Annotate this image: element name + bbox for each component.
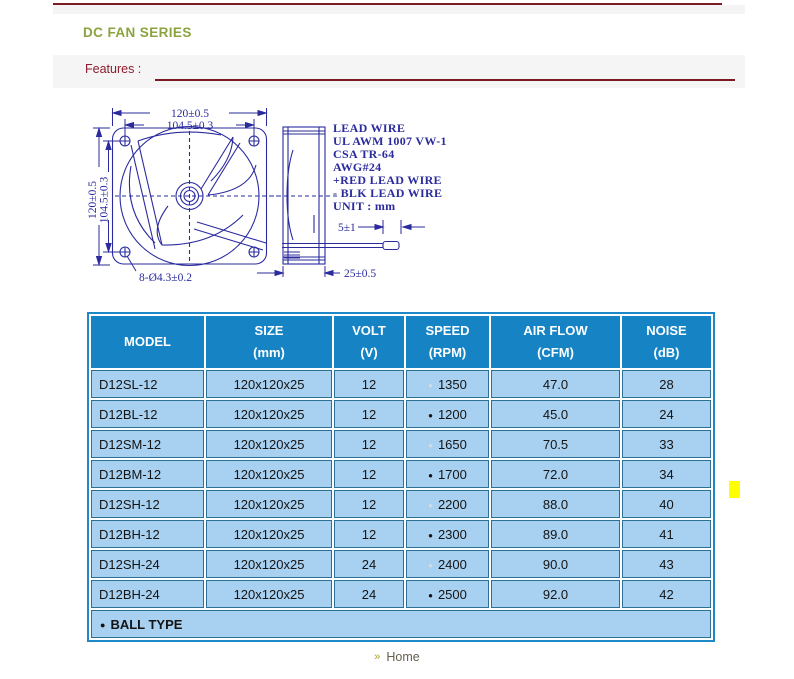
table-header-row <box>91 316 711 368</box>
sleeve-type-dot-icon: ● <box>428 560 433 570</box>
dim-height-outer: 120±0.5 <box>87 181 99 219</box>
model-cell: D12BH-24 <box>91 580 204 608</box>
table-row <box>91 520 711 548</box>
ball-type-dot-icon: ● <box>428 410 433 420</box>
noise-cell: 34 <box>622 460 711 488</box>
noise-cell: 43 <box>622 550 711 578</box>
dim-wire: 5±1 <box>338 222 356 234</box>
table-row <box>91 460 711 488</box>
table-footer-row <box>91 610 711 638</box>
speed-cell: ● 2300 <box>406 520 489 548</box>
table-row <box>91 400 711 428</box>
noise-cell: 24 <box>622 400 711 428</box>
model-cell: D12BM-12 <box>91 460 204 488</box>
svg-text:- BLK LEAD WIRE: - BLK LEAD WIRE <box>333 186 443 200</box>
dim-width-inner: 104.5±0.3 <box>166 120 214 132</box>
col-header-volt: VOLT (V) <box>334 316 404 368</box>
speed-cell: ● 1700 <box>406 460 489 488</box>
airflow-cell: 92.0 <box>491 580 620 608</box>
fan-technical-drawing <box>85 98 475 303</box>
model-cell: D12BH-12 <box>91 520 204 548</box>
svg-text:CSA TR-64: CSA TR-64 <box>333 147 395 161</box>
model-cell: D12BL-12 <box>91 400 204 428</box>
dim-thickness: 25±0.5 <box>344 268 377 280</box>
noise-cell: 33 <box>622 430 711 458</box>
sleeve-type-dot-icon: ● <box>428 440 433 450</box>
speed-cell: ● 2500 <box>406 580 489 608</box>
cursor-highlight <box>729 481 740 498</box>
volt-cell: 24 <box>334 580 404 608</box>
model-cell: D12SM-12 <box>91 430 204 458</box>
airflow-cell: 88.0 <box>491 490 620 518</box>
size-cell: 120x120x25 <box>206 460 332 488</box>
col-header-model: MODEL <box>91 316 204 368</box>
fan-front-view <box>113 127 279 266</box>
volt-cell: 12 <box>334 460 404 488</box>
dim-height-inner: 104.5±0.3 <box>98 176 111 224</box>
volt-cell: 12 <box>334 400 404 428</box>
ball-type-dot-icon: ● <box>428 590 433 600</box>
airflow-cell: 45.0 <box>491 400 620 428</box>
svg-text:UL AWM 1007 VW-1: UL AWM 1007 VW-1 <box>333 134 447 148</box>
home-arrow-icon: » <box>374 651 381 663</box>
model-cell: D12SH-12 <box>91 490 204 518</box>
table-row <box>91 430 711 458</box>
col-header-noise: NOISE (dB) <box>622 316 711 368</box>
size-cell: 120x120x25 <box>206 370 332 398</box>
airflow-cell: 90.0 <box>491 550 620 578</box>
speed-cell: ● 1650 <box>406 430 489 458</box>
size-cell: 120x120x25 <box>206 430 332 458</box>
noise-cell: 41 <box>622 520 711 548</box>
footer-nav <box>0 650 794 664</box>
ball-type-legend: ● BALL TYPE <box>91 610 711 638</box>
col-header-speed: SPEED (RPM) <box>406 316 489 368</box>
airflow-cell: 72.0 <box>491 460 620 488</box>
features-underline <box>155 79 735 81</box>
lead-wire-notes <box>333 121 447 213</box>
size-cell: 120x120x25 <box>206 400 332 428</box>
noise-cell: 28 <box>622 370 711 398</box>
ball-type-dot-icon: ● <box>428 530 433 540</box>
noise-cell: 40 <box>622 490 711 518</box>
table-row <box>91 490 711 518</box>
col-header-size: SIZE (mm) <box>206 316 332 368</box>
features-label: Features : <box>85 62 142 76</box>
dim-holes: 8-Ø4.3±0.2 <box>139 272 192 284</box>
fan-spec-table <box>87 312 715 642</box>
page-title: DC FAN SERIES <box>83 25 192 40</box>
table-row <box>91 370 711 398</box>
size-cell: 120x120x25 <box>206 520 332 548</box>
table-row <box>91 550 711 578</box>
features-section-header <box>53 55 745 88</box>
ball-type-dot-icon: ● <box>100 619 106 630</box>
volt-cell: 24 <box>334 550 404 578</box>
noise-cell: 42 <box>622 580 711 608</box>
home-link[interactable]: Home <box>386 650 420 664</box>
speed-cell: ● 2400 <box>406 550 489 578</box>
svg-text:LEAD WIRE: LEAD WIRE <box>333 121 406 135</box>
top-band <box>53 5 745 14</box>
model-cell: D12SL-12 <box>91 370 204 398</box>
volt-cell: 12 <box>334 520 404 548</box>
size-cell: 120x120x25 <box>206 580 332 608</box>
dim-width-outer: 120±0.5 <box>171 108 209 120</box>
svg-text:UNIT : mm: UNIT : mm <box>333 199 396 213</box>
model-cell: D12SH-24 <box>91 550 204 578</box>
size-cell: 120x120x25 <box>206 550 332 578</box>
speed-cell: ● 1200 <box>406 400 489 428</box>
speed-cell: ● 1350 <box>406 370 489 398</box>
sleeve-type-dot-icon: ● <box>428 500 433 510</box>
svg-text:+RED LEAD WIRE: +RED LEAD WIRE <box>333 173 442 187</box>
col-header-airflow: AIR FLOW (CFM) <box>491 316 620 368</box>
ball-type-dot-icon: ● <box>428 470 433 480</box>
svg-text:AWG#24: AWG#24 <box>333 160 382 174</box>
airflow-cell: 70.5 <box>491 430 620 458</box>
table-row <box>91 580 711 608</box>
volt-cell: 12 <box>334 490 404 518</box>
volt-cell: 12 <box>334 370 404 398</box>
volt-cell: 12 <box>334 430 404 458</box>
airflow-cell: 47.0 <box>491 370 620 398</box>
speed-cell: ● 2200 <box>406 490 489 518</box>
sleeve-type-dot-icon: ● <box>428 380 433 390</box>
airflow-cell: 89.0 <box>491 520 620 548</box>
size-cell: 120x120x25 <box>206 490 332 518</box>
